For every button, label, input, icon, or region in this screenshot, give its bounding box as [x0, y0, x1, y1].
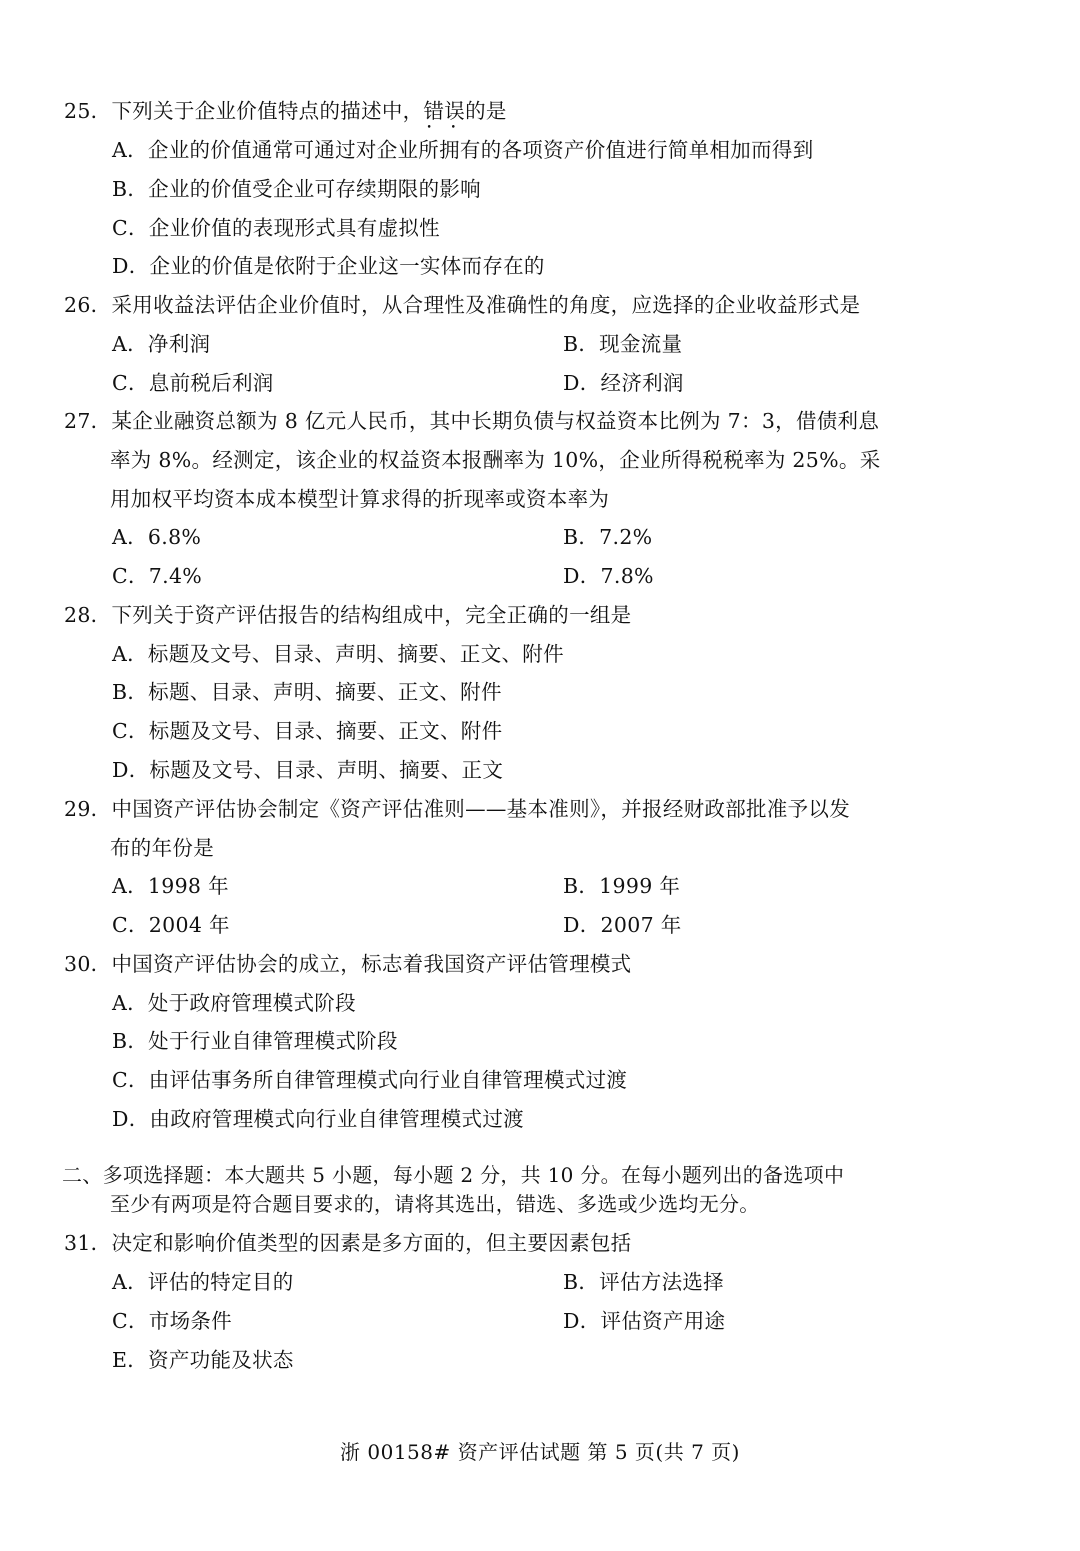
question-29-option-d: D．2007 年 — [563, 913, 682, 937]
question-31-option-d: D．评估资产用途 — [563, 1309, 726, 1333]
question-28-option-b: B．标题、目录、声明、摘要、正文、附件 — [112, 680, 502, 704]
question-26-stem: 26．采用收益法评估企业价值时，从合理性及准确性的角度，应选择的企业收益形式是 — [64, 293, 861, 317]
question-29-option-c: C．2004 年 — [112, 913, 230, 937]
question-25-stem-end: 的是 — [465, 99, 507, 123]
question-27-stem-line-2: 率为 8%。经测定，该企业的权益资本报酬率为 10%，企业所得税税率为 25%。采 — [110, 448, 881, 472]
question-30-option-a: A．处于政府管理模式阶段 — [112, 991, 356, 1015]
page-footer: 浙 00158# 资产评估试题 第 5 页(共 7 页) — [340, 1440, 740, 1464]
question-27-stem-line-1: 27．某企业融资总额为 8 亿元人民币，其中长期负债与权益资本比例为 7：3，借债利息 — [64, 409, 880, 433]
question-31-option-e: E．资产功能及状态 — [112, 1348, 294, 1372]
question-27-option-a: A．6.8% — [112, 525, 202, 549]
question-29-option-a: A．1998 年 — [112, 874, 229, 898]
question-25-option-a: A．企业的价值通常可通过对企业所拥有的各项资产价值进行简单相加而得到 — [112, 138, 814, 162]
question-29-stem-line-2: 布的年份是 — [110, 836, 214, 860]
question-27-option-d: D．7.8% — [563, 564, 654, 588]
question-29-option-b: B．1999 年 — [563, 874, 681, 898]
section-2-instructions: 至少有两项是符合题目要求的，请将其选出，错选、多选或少选均无分。 — [110, 1192, 760, 1216]
question-25-option-d: D．企业的价值是依附于企业这一实体而存在的 — [112, 254, 545, 278]
question-28-option-c: C．标题及文号、目录、摘要、正文、附件 — [112, 719, 503, 743]
question-26-option-b: B．现金流量 — [563, 332, 683, 356]
question-29-stem-line-1: 29．中国资产评估协会制定《资产评估准则——基本准则》，并报经财政部批准予以发 — [64, 797, 851, 821]
question-25-option-b: B．企业的价值受企业可存续期限的影响 — [112, 177, 481, 201]
question-30-option-c: C．由评估事务所自律管理模式向行业自律管理模式过渡 — [112, 1068, 628, 1092]
question-25-stem-text: 25．下列关于企业价值特点的描述中， — [64, 99, 424, 123]
question-30-stem: 30．中国资产评估协会的成立，标志着我国资产评估管理模式 — [64, 952, 632, 976]
question-30-option-b: B．处于行业自律管理模式阶段 — [112, 1029, 398, 1053]
question-28-option-a: A．标题及文号、目录、声明、摘要、正文、附件 — [112, 642, 564, 666]
question-30-option-d: D．由政府管理模式向行业自律管理模式过渡 — [112, 1107, 524, 1131]
question-27-option-c: C．7.4% — [112, 564, 203, 588]
question-25-emphasis: 错误 • • — [423, 99, 465, 123]
question-28-option-d: D．标题及文号、目录、声明、摘要、正文 — [112, 758, 504, 782]
question-31-stem: 31．决定和影响价值类型的因素是多方面的，但主要因素包括 — [64, 1231, 632, 1255]
question-31-option-b: B．评估方法选择 — [563, 1270, 724, 1294]
question-27-option-b: B．7.2% — [563, 525, 653, 549]
question-31-option-c: C．市场条件 — [112, 1309, 232, 1333]
question-26-option-c: C．息前税后利润 — [112, 371, 274, 395]
question-25-stem — [64, 97, 507, 125]
question-26-option-d: D．经济利润 — [563, 371, 684, 395]
question-25-option-c: C．企业价值的表现形式具有虚拟性 — [112, 216, 440, 240]
question-31-option-a: A．评估的特定目的 — [112, 1270, 294, 1294]
question-26-option-a: A．净利润 — [112, 332, 211, 356]
section-2-heading: 二、多项选择题：本大题共 5 小题，每小题 2 分，共 10 分。在每小题列出的备选项中 — [62, 1163, 845, 1187]
question-28-stem: 28．下列关于资产评估报告的结构组成中，完全正确的一组是 — [64, 603, 632, 627]
question-27-stem-line-3: 用加权平均资本成本模型计算求得的折现率或资本率为 — [110, 487, 610, 511]
